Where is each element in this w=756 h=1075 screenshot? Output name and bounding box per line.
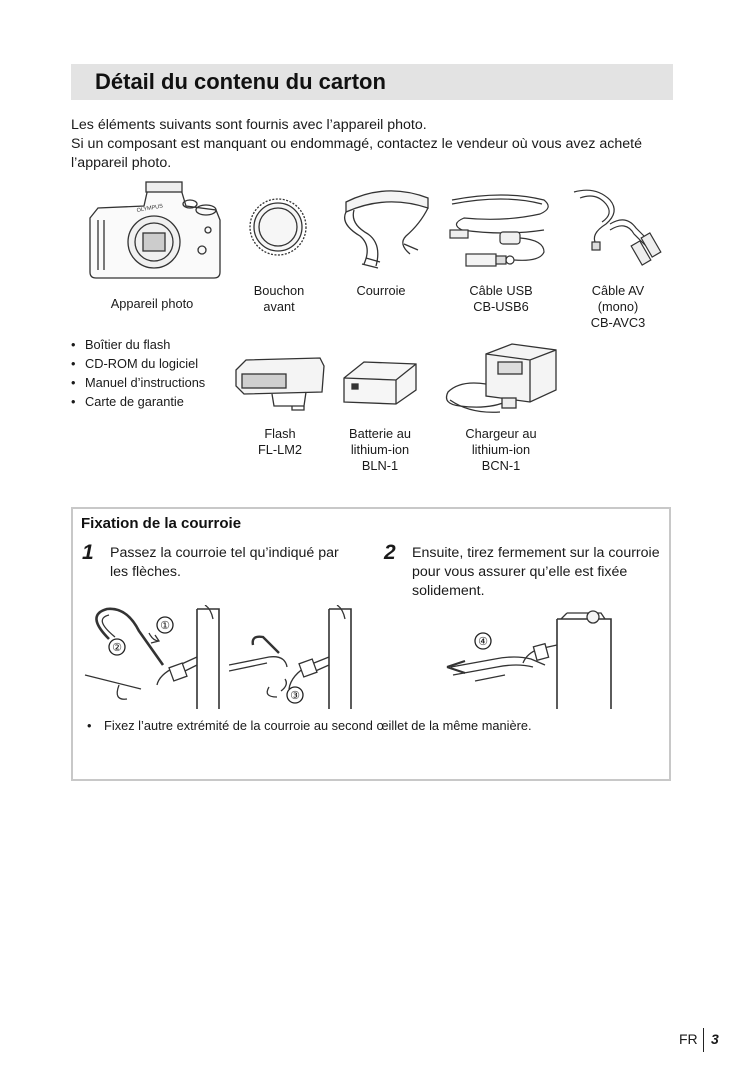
strap-note-text: Fixez l’autre extrémité de la courroie au second œillet de la même manière.	[104, 718, 532, 733]
marker-3-label: ③	[290, 690, 300, 702]
intro-line-1: Les éléments suivants sont fournis avec l’appareil photo.	[71, 117, 427, 133]
caption-camera-text: Appareil photo	[110, 296, 194, 311]
caption-av-cable	[578, 283, 658, 331]
intro-text	[71, 116, 671, 173]
footer-separator	[703, 1028, 704, 1052]
extras-item: • Boîtier du flash	[71, 335, 205, 354]
strap-step-4-illustration	[435, 605, 621, 709]
charger-illustration	[440, 340, 562, 420]
marker-1-label: ①	[160, 620, 170, 632]
av-cable-illustration	[566, 184, 672, 276]
strap-step-1-illustration	[79, 605, 227, 709]
strap-note	[87, 718, 532, 733]
extras-list	[71, 335, 205, 411]
strap-box-title: Fixation de la courroie	[81, 515, 242, 532]
caption-charger	[453, 426, 549, 474]
caption-usb-cable	[456, 283, 546, 315]
body-cap-illustration	[244, 196, 312, 258]
section-title: Détail du contenu du carton	[95, 69, 386, 94]
intro-line-2: Si un composant est manquant ou endommagé, contactez le vendeur où vous avez acheté l’appareil photo.	[71, 136, 643, 171]
marker-4-label: ④	[478, 636, 488, 648]
section-title-bar	[71, 64, 673, 100]
camera-illustration	[84, 180, 226, 285]
caption-battery-l2: lithium-ion	[350, 442, 410, 457]
caption-body-cap-l1: Bouchon	[253, 283, 305, 298]
caption-av-l1: Câble AV	[591, 283, 645, 298]
usb-cable-illustration	[444, 190, 556, 274]
strap-attachment-box	[71, 507, 671, 781]
footer-language: FR	[679, 1031, 698, 1047]
caption-charger-l2: lithium-ion	[471, 442, 531, 457]
step-1-number: 1	[82, 541, 94, 564]
caption-flash-l1: Flash	[264, 426, 296, 441]
strap-step-2-illustration	[229, 605, 359, 709]
step-2-text: Ensuite, tirez fermement sur la courroie pour vous assurer qu’elle est fixée solidement.	[412, 545, 660, 599]
page-number: 3	[711, 1031, 719, 1047]
strap-illustration	[336, 184, 436, 274]
caption-flash-l2: FL-LM2	[257, 442, 303, 457]
caption-av-l3: CB-AVC3	[590, 315, 646, 330]
caption-strap	[341, 283, 421, 299]
extras-item: • Manuel d’instructions	[71, 373, 205, 392]
flash-illustration	[232, 352, 328, 412]
camera-brand-text: OLYMPUS	[136, 203, 164, 214]
battery-illustration	[338, 356, 422, 408]
caption-camera	[102, 296, 202, 312]
caption-flash	[240, 426, 320, 458]
extras-item: • Carte de garantie	[71, 392, 205, 411]
caption-battery	[340, 426, 420, 474]
caption-charger-l1: Chargeur au	[465, 426, 537, 441]
caption-body-cap-l2: avant	[263, 299, 295, 314]
caption-body-cap	[239, 283, 319, 315]
caption-strap-text: Courroie	[356, 283, 406, 298]
caption-av-l2: (mono)	[597, 299, 639, 314]
caption-battery-l1: Batterie au	[349, 426, 411, 441]
caption-battery-l3: BLN-1	[361, 458, 399, 473]
step-2-number: 2	[384, 541, 396, 564]
caption-usb-l2: CB-USB6	[473, 299, 529, 314]
caption-charger-l3: BCN-1	[481, 458, 521, 473]
extras-item: • CD-ROM du logiciel	[71, 354, 205, 373]
marker-2-label: ②	[112, 642, 122, 654]
step-1-text: Passez la courroie tel qu’indiqué par les flèches.	[110, 545, 339, 580]
caption-usb-l1: Câble USB	[469, 283, 533, 298]
